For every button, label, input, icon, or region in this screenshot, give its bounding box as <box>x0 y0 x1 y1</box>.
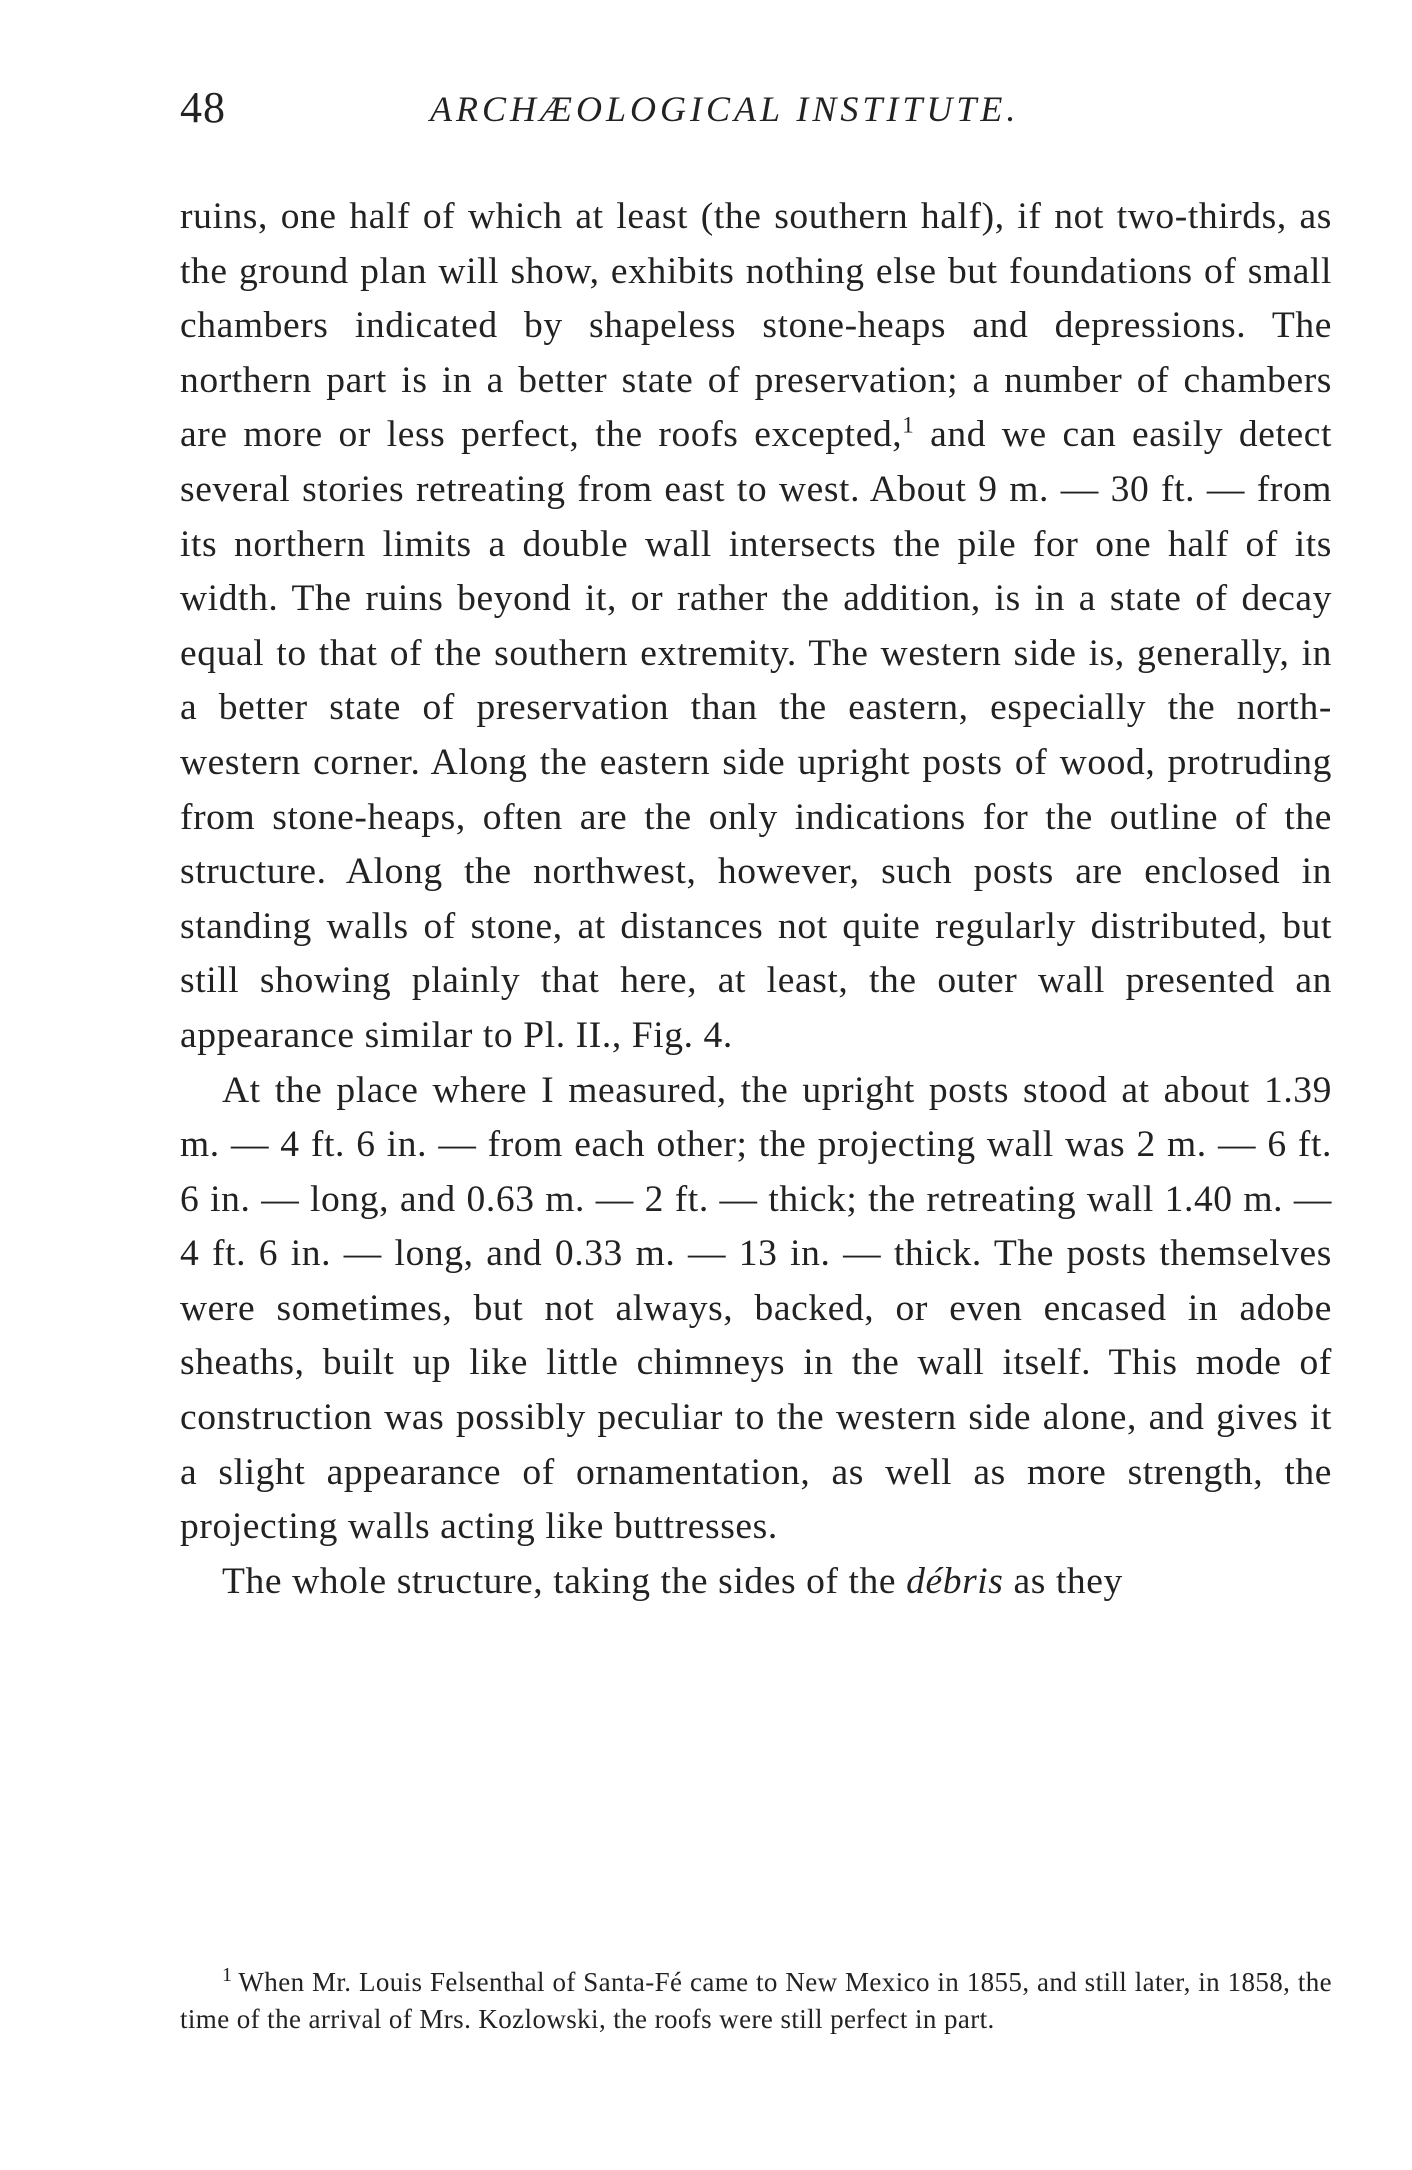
footnote <box>180 1964 1332 2037</box>
paragraph-text: The whole structure, taking the sides of the <box>222 1560 907 1602</box>
paragraph <box>180 1555 1332 1610</box>
paragraph-continued <box>180 190 1332 1064</box>
page-number: 48 <box>180 83 226 132</box>
footnotes <box>180 1964 1332 2037</box>
footnote-text: When Mr. Louis Felsenthal of Santa-Fé came to New Mexico in 1855, and still later, in 1858, the time of the arrival of Mrs. Kozlowski, the roofs were still perfect in part. <box>180 1967 1332 2034</box>
paragraph-text: as they <box>1003 1560 1123 1602</box>
running-title: ARCHÆOLOGICAL INSTITUTE. <box>430 89 1020 129</box>
paragraph-text: and we can easily detect several stories retreating from east to west. About 9 m. — 30 ft. — from its northern limits a double wall intersects the pile for one half of its width. The ruins beyond it, or rather the addition, is in a state of decay equal to that of the southern extremity. The western side is, generally, in a better state of preservation than the eastern, especially the north-western corner. Along the eastern side upright posts of wood, protruding from stone-heaps, often are the only indications for the outline of the structure. Along the northwest, however, such posts are enclosed in standing walls of stone, at distances not quite regularly distributed, but still showing plainly that here, at least, the outer wall presented an appearance similar to Pl. II., Fig. 4. <box>180 414 1332 1056</box>
paragraph-text: ruins, one half of which at least (the southern half), if not two-thirds, as the ground plan will show, exhibits nothing else but foundations of small chambers indicated by shapeless stone-heaps and depressions. The northern part is in a better state of preservation; a number of chambers are more or less perfect, the roofs excepted, <box>180 196 1332 456</box>
italic-term: débris <box>906 1560 1004 1602</box>
footnote-mark: 1 <box>222 1964 233 1986</box>
footnote-reference: 1 <box>902 412 915 438</box>
paragraph: At the place where I measured, the upright posts stood at about 1.39 m. — 4 ft. 6 in. — from each other; the projecting wall was 2 m. — 6 ft. 6 in. — long, and 0.63 m. — 2 ft. — thick; the retreating wall 1.40 m. — 4 ft. 6 in. — long, and 0.33 m. — 13 in. — thick. The posts themselves were sometimes, but not always, backed, or even encased in adobe sheaths, built up like little chimneys in the wall itself. This mode of construction was possibly peculiar to the western side alone, and gives it a slight appearance of ornamentation, as well as more strength, the projecting walls acting like buttresses. <box>180 1069 1332 1548</box>
running-head <box>180 82 1340 142</box>
body-text <box>180 190 1332 1609</box>
